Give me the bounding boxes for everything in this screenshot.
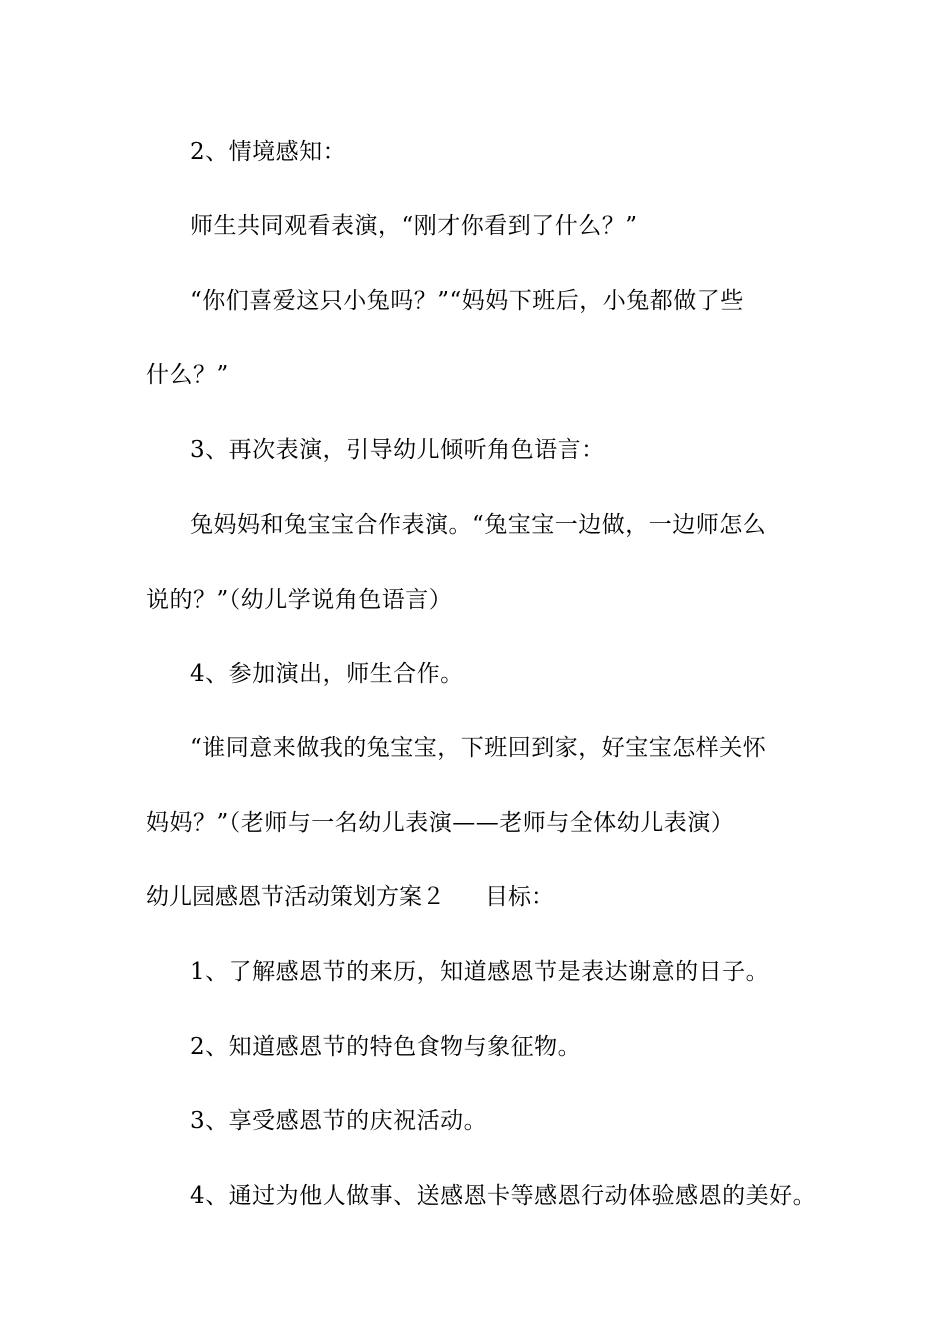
section-title: 幼儿园感恩节活动策划方案２ (146, 884, 445, 910)
paragraph-line: “谁同意来做我的兔宝宝，下班回到家，好宝宝怎样关怀 (190, 735, 767, 761)
goal-item: 1、了解感恩节的来历，知道感恩节是表达谢意的日子。 (190, 959, 770, 985)
paragraph-line: 2、情境感知： (190, 139, 347, 165)
paragraph-line: 什么？” (146, 362, 229, 388)
section-label: 目标： (485, 884, 554, 910)
paragraph-line: 3、再次表演，引导幼儿倾听角色语言： (190, 437, 605, 463)
paragraph-line: 妈妈？”（老师与一名幼儿表演——老师与全体幼儿表演） (146, 810, 735, 836)
goal-item: 2、知道感恩节的特色食物与象征物。 (190, 1034, 582, 1060)
paragraph-line: 师生共同观看表演，“刚才你看到了什么？” (190, 213, 638, 239)
paragraph-line: 兔妈妈和兔宝宝合作表演。“兔宝宝一边做，一边师怎么 (190, 512, 767, 538)
paragraph-line: 4、参加演出，师生合作。 (190, 661, 464, 687)
goal-item: 3、享受感恩节的庆祝活动。 (190, 1108, 488, 1134)
paragraph-line: “你们喜爱这只小兔吗？”“妈妈下班后，小兔都做了些 (190, 288, 744, 314)
paragraph-line: 说的？”（幼儿学说角色语言） (146, 587, 453, 613)
section-heading (146, 882, 554, 912)
goal-item: 4、通过为他人做事、送感恩卡等感恩行动体验感恩的美好。 (190, 1183, 817, 1209)
